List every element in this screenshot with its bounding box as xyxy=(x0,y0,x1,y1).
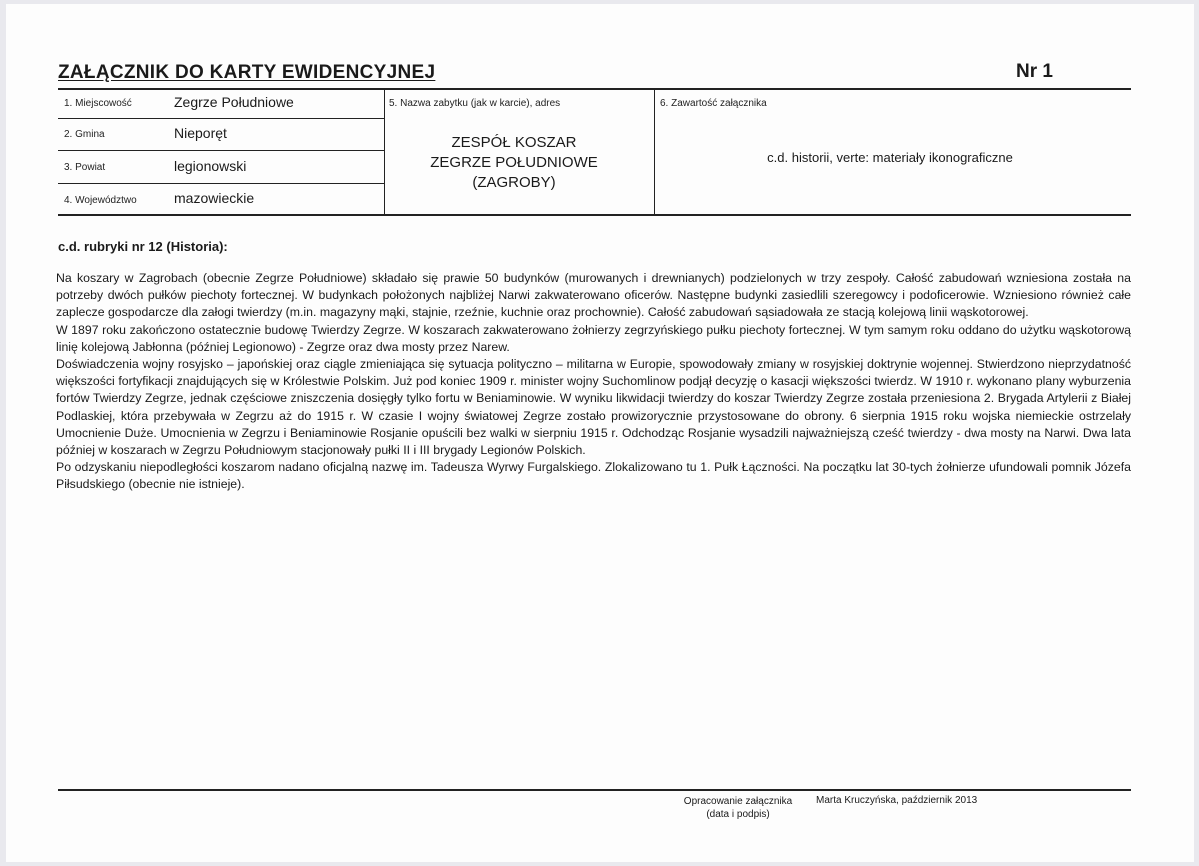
history-paragraph: W 1897 roku zakończono ostatecznie budowę Twierdzy Zegrze. W koszarach zakwaterowano żołnierzy zegrzyńskiego pułku piechoty fortecznej. W tym samym roku oddano do użytku wąskotorową linię kolejową Jabłonna (później Legionowo) - Zegrze oraz dwa mosty przez Narew. xyxy=(56,322,1131,354)
footer-line xyxy=(58,789,1131,791)
footer-label xyxy=(668,795,808,821)
field-label-miejscowosc: 1. Miejscowość xyxy=(64,98,132,109)
field-label-powiat: 3. Powiat xyxy=(64,162,106,173)
field-label-gmina: 2. Gmina xyxy=(64,129,105,140)
attachment-number: Nr 1 xyxy=(1016,61,1053,82)
monument-name-line: ZESPÓŁ KOSZAR xyxy=(451,134,577,151)
monument-name-block xyxy=(380,133,648,193)
row-divider xyxy=(58,183,385,184)
field-label-zawartosc: 6. Zawartość załącznika xyxy=(660,98,767,109)
field-label-wojewodztwo: 4. Województwo xyxy=(64,195,137,206)
footer-label-line: Opracowanie załącznika xyxy=(683,796,793,807)
history-paragraph: Po odzyskaniu niepodległości koszarom nadano oficjalną nazwę im. Tadeusza Wyrwy Furgalskiego. Zlokalizowano tu 1. Pułk Łączności. Na początku lat 30-tych żołnierze ufundowali pomnik Józefa Piłsudskiego (obecnie nie istnieje). xyxy=(56,460,1131,492)
row-divider xyxy=(58,118,385,119)
field-label-zabytek: 5. Nazwa zabytku (jak w karcie), adres xyxy=(389,98,561,109)
row-divider xyxy=(58,150,385,151)
monument-name-line: (ZAGROBY) xyxy=(472,174,556,191)
section-heading: c.d. rubryki nr 12 (Historia): xyxy=(58,239,228,254)
monument-name-line: ZEGRZE POŁUDNIOWE xyxy=(430,154,598,171)
field-value-miejscowosc: Zegrze Południowe xyxy=(174,94,294,110)
document-title: ZAŁĄCZNIK DO KARTY EWIDENCYJNEJ xyxy=(58,62,436,83)
field-value-gmina: Nieporęt xyxy=(174,125,227,141)
history-paragraph: Doświadczenia wojny rosyjsko – japońskiej oraz ciągle zmieniająca się sytuacja polityczno – militarna w Europie, spowodowały zmiany w rosyjskiej doktrynie wojennej. Stwierdzono nieprzydatność większości fortyfikacji znajdujących się w Królestwie Polskim. Już pod koniec 1909 r. minister wojny Suchomlinow podjął decyzję o kasacji większości twierdz. W 1910 r. wykonano plany wyburzenia fortów Twierdzy Zegrze, jednak częściowe zniszczenia dosięgły tylko fortu w Beniaminowie. W wyniku likwidacji twierdzy do koszar Twierdzy Zegrze została przeniesiona 2. Brygada Artylerii z Białej Podlaskiej, która przebywała w Zegrzu aż do 1915 r. W czasie I wojny światowej Zegrze zostało prowizorycznie przystosowane do obrony. 6 sierpnia 1915 roku wojska niemieckie ostrzelały Umocnienie Duże. Umocnienia w Zegrzu i Beniaminowie Rosjanie opuścili bez walki w sierpniu 1915 r. Odchodząc Rosjanie wysadzili najważniejszą cześć twierdzy - dwa mosty na Narwi. Dwa lata później w koszarach w Zegrzu Południowym stacjonowały pułki II i III brygady Legionów Polskich. xyxy=(56,357,1131,458)
footer-author: Marta Kruczyńska, październik 2013 xyxy=(816,795,978,806)
field-value-zawartosc: c.d. historii, verte: materiały ikonograficzne xyxy=(767,150,1013,165)
footer-label-line: (data i podpis) xyxy=(706,809,770,820)
field-value-powiat: legionowski xyxy=(174,158,247,174)
history-text xyxy=(56,270,1131,494)
field-value-wojewodztwo: mazowieckie xyxy=(174,190,255,206)
history-paragraph: Na koszary w Zagrobach (obecnie Zegrze Południowe) składało się prawie 50 budynków (murowanych i drewnianych) podzielonych w trzy zespoły. Całość zabudowań wzniesiona została na potrzeby dwóch pułków piechoty fortecznej. W budynkach położonych najbliżej Narwi zakwaterowano oficerów. Następne budynki zasiedlili szeregowcy i podoficerowie. Wzniesiono również całe zaplecze gospodarcze dla załogi twierdzy (m.in. magazyny mąki, stajnie, rzeźnie, kuchnie oraz prochownie). Całość zabudowań sąsiadowała ze stacją kolejową linii wąskotorowej. xyxy=(56,271,1131,320)
table-bottom-line xyxy=(58,214,1131,216)
table-top-line xyxy=(58,88,1131,90)
